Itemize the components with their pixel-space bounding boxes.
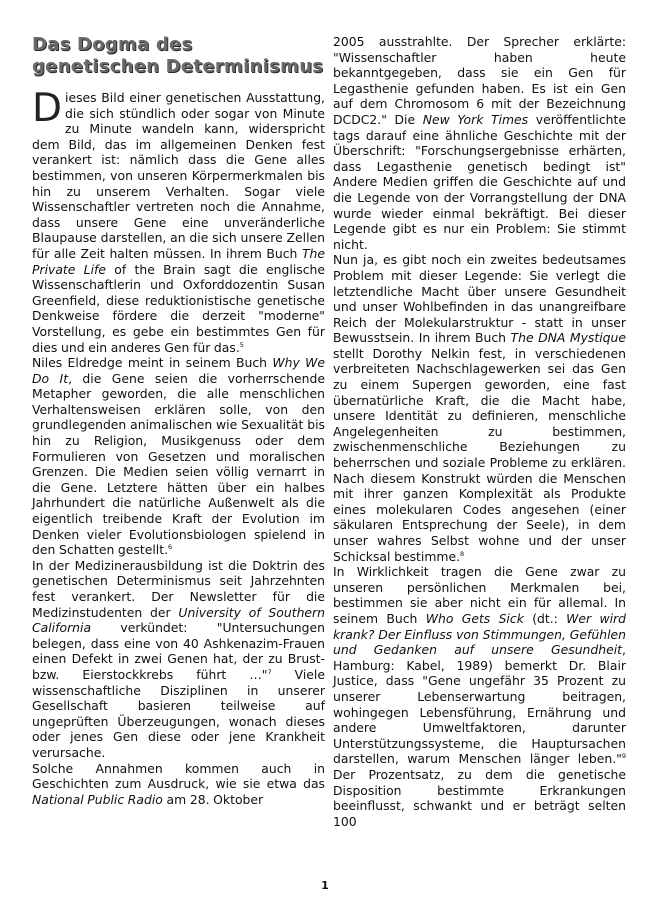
italic-text: University of Southern California xyxy=(32,604,325,636)
footnote-ref: 7 xyxy=(267,667,272,676)
italic-text: National Public Radio xyxy=(32,791,163,807)
italic-text: Who Gets Sick xyxy=(425,610,524,626)
italic-text: New York Times xyxy=(422,111,529,127)
text-run: Der Prozentsatz, zu dem die genetische Disposition bestimmte Erkrankungen beeinflusst, schwankt und er beträgt selten 100 xyxy=(333,766,626,829)
text-run: veröffentlichte tags darauf eine ähnliche Geschichte mit der Überschrift: "Forschungsergebnisse erhärten, dass Legasthenie genetisch bedingt ist" Andere Medien griffen die Geschichte auf und die Legende von der Vorrangstellung der DNA wurde wieder einmal bekräftigt. Bei dieser Legende gibt es nur ein Problem: Sie stimmt nicht. xyxy=(333,111,626,252)
right-column-body xyxy=(333,34,626,829)
paragraph xyxy=(333,34,626,252)
text-run: Niles Eldredge meint in seinem Buch xyxy=(32,355,273,371)
text-run: stellt Dorothy Nelkin fest, in verschiedenen verbreiteten Nachschlagewerken sei das Gen zu einem Supergen geworden, eine fast übernatürliche Kraft, die die Macht habe, unsere Identität zu definieren, menschliche Angelegenheiten zu bestimmen, zwischenmenschliche Beziehungen zu beherrschen und soziale Probleme zu erklären. Nach diesem Konstrukt würden die Menschen mit ihrer ganzen Komplexität als Produkte eines molekularen Codes angesehen (einer säkularen Entsprechung der Seele), in dem unser wahres Selbst wohne und der unser Schicksal bestimme. xyxy=(333,345,626,564)
drop-cap: D xyxy=(32,86,63,131)
text-run: of the Brain sagt die englische Wissenschaftlerin und Oxforddozentin Susan Greenfield, diese reduktionistische genetische Denkweise fördere die derzeit "moderne" Vorstellung, es gebe ein bestimmtes Gen für dies und ein anderes Gen für das. xyxy=(32,261,326,355)
italic-text: Wer wird krank? Der Einfluss von Stimmungen, Gefühlen und Gedanken auf unsere Gesundheit xyxy=(333,610,626,658)
paragraph xyxy=(32,86,326,355)
italic-text: The DNA Mystique xyxy=(510,330,626,346)
paragraph xyxy=(333,252,626,564)
article-title: Das Dogma des genetischen Determinismus xyxy=(32,34,324,77)
italic-text: The Private Life xyxy=(32,245,325,277)
text-run: 2005 ausstrahlte. Der Sprecher erklärte: "Wissenschaftler haben heute bekanntgegeben, dass sie ein Gen für Legasthenie gefunden haben. Es ist ein Gen auf dem Chromosom 6 mit der Bezeichnung DCDC2." Die xyxy=(333,34,626,127)
text-run: am 28. Oktober xyxy=(162,791,264,807)
text-run: In der Medizinerausbildung ist die Doktrin des genetischen Determinismus seit Jahrzehnten fest verankert. Der Newsletter für die Medizinstudenten der xyxy=(32,557,325,620)
text-run: In Wirklichkeit tragen die Gene zwar zu unseren persönlichen Merkmalen bei, bestimmen sie aber nicht ein für allemal. In seinem Buch xyxy=(333,564,626,626)
page-number: 1 xyxy=(321,879,329,892)
footnote-ref: 5 xyxy=(239,340,244,349)
text-run: (dt.: xyxy=(523,610,567,626)
paragraph xyxy=(32,761,325,808)
text-run: verkündet: "Untersuchungen belegen, dass eine von 40 Ashkenazim-Frauen einen Defekt in zwei Genen hat, der zu Brust- bzw. Eierstockkrebs führt …" xyxy=(32,620,325,682)
right-column xyxy=(333,34,626,829)
footnote-ref: 9 xyxy=(621,752,626,761)
footnote-ref: 8 xyxy=(460,549,465,558)
text-run: Nun ja, es gibt noch ein zweites bedeutsames Problem mit dieser Legende: Sie verlegt die letztendliche Macht über unsere Gesundheit und unser Wohlbefinden in das unangreifbare Reich der Molekularstruktur - statt in unser Bewusstsein. In ihrem Buch xyxy=(333,252,626,346)
italic-text: Why We Do It xyxy=(32,355,325,386)
left-column xyxy=(32,34,325,807)
text-run: Viele wissenschaftliche Disziplinen in unserer Gesellschaft basieren teilweise auf ungeprüften Überzeugungen, wonach dieses oder jenes Gen diese oder jene Krankheit verursache. xyxy=(32,666,325,760)
paragraph xyxy=(32,558,325,761)
footnote-ref: 6 xyxy=(168,543,173,552)
text-run: , die Gene seien die vorherrschende Metapher geworden, die alle menschlichen Verhaltensweisen erklären solle, von den grundlegenden animalischen wie Sexualität bis hin zu Religion, Musikgenuss oder dem Formulieren von Gesetzen und moralischen Grenzen. Die Medien seien völlig vernarrt in die Gene. Letztere hätten über ein halbes Jahrhundert die natürliche Außenwelt als die eigentlich treibende Kraft der Evolution im Denken vieler Evolutionsbiologen spielend in den Schatten gestellt. xyxy=(32,370,325,558)
text-run: , Hamburg: Kabel, 1989) bemerkt Dr. Blair Justice, dass "Gene ungefähr 35 Prozent zu unserer Lebenserwartung beitragen, wohingegen Lebensführung, Ernährung und andere Umweltfaktoren, darunter Unterstützungssysteme, die Hauptursachen darstellen, warum Menschen länger leben." xyxy=(333,642,626,767)
paragraph xyxy=(32,355,325,558)
text-run: Solche Annahmen kommen auch in Geschichten zum Ausdruck, wie sie etwa das xyxy=(32,760,325,792)
left-column-body xyxy=(32,86,326,807)
text-run: ieses Bild einer genetischen Ausstattung, die sich stündlich oder sogar von Minute zu Minute wandeln kann, widerspricht dem Bild, das im allgemeinen Denken fest verankert ist: nämlich dass die Gene alles bestimmen, von unseren Körpermerkmalen bis hin zu unserem Verhalten. Sogar viele Wissenschaftler vertreten noch die Annahme, dass unsere Gene eine unveränderliche Blaupause darstellen, an die sich unsere Zellen für alle Zeit halten müssen. In ihrem Buch xyxy=(32,90,325,261)
paragraph xyxy=(333,564,626,829)
